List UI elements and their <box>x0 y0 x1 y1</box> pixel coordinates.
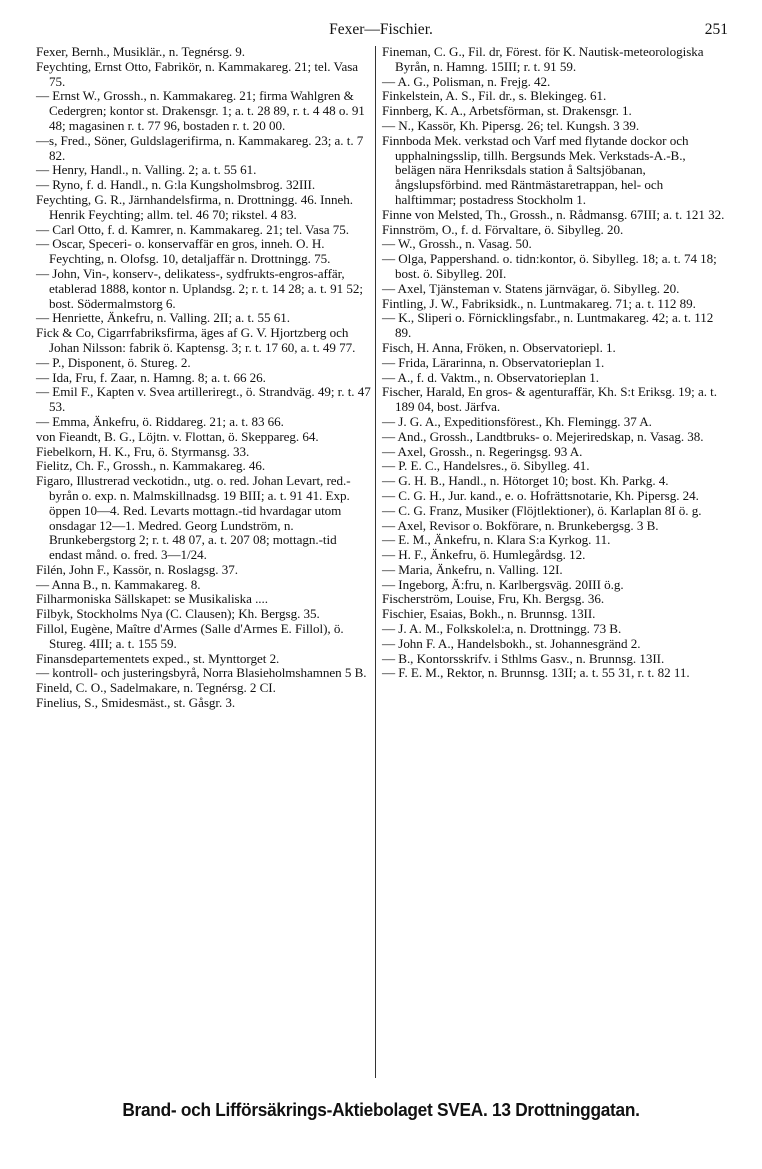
directory-entry: Finnström, O., f. d. Förvaltare, ö. Sibylleg. 20. <box>382 221 624 237</box>
directory-entry: — Ryno, f. d. Handl., n. G:la Kungsholmsbrog. 32III. <box>36 177 316 193</box>
directory-entry: Fischerström, Louise, Fru, Kh. Bergsg. 36. <box>382 591 605 607</box>
directory-entry: Finnboda Mek. verkstad och Varf med flytande dockor och upphalningsslip, tillh. Bergsunds Mek. Verkstads-A.-B., belägen nära Henriksdals station å Saltsjöbanan, ångslupsförbind. med Räntmästaretrappan, hel- och halftimmar; postadress Stockholm 1. <box>382 132 689 207</box>
page-header <box>36 21 726 39</box>
directory-entry: — Axel, Tjänsteman v. Statens järnvägar, ö. Sibylleg. 20. <box>382 280 680 296</box>
directory-entry: Fick & Co, Cigarrfabriksfirma, äges af G. V. Hjortzberg och Johan Nilsson: fabrik ö. Kaptensg. 3; r. t. 17 60, a. t. 49 77. <box>36 325 356 355</box>
directory-entry: — And., Grossh., Landtbruks- o. Mejeriredskap, n. Vasag. 38. <box>382 428 704 444</box>
directory-entry: Fineld, C. O., Sadelmakare, n. Tegnérsg. 2 CI. <box>36 680 276 696</box>
directory-entry: — W., Grossh., n. Vasag. 50. <box>382 236 532 252</box>
directory-entry: — P., Disponent, ö. Stureg. 2. <box>36 354 191 370</box>
directory-entry: Fexer, Bernh., Musiklär., n. Tegnérsg. 9. <box>36 44 246 59</box>
directory-entry: Finne von Melsted, Th., Grossh., n. Rådmansg. 67III; a. t. 121 32. <box>382 206 725 222</box>
directory-entry: — C. G. Franz, Musiker (Flöjtlektioner), ö. Karlaplan 8I ö. g. <box>382 502 702 518</box>
directory-entry: Fischer, Harald, En gros- & agenturaffär, Kh. S:t Eriksg. 19; a. t. 189 04, bost. Järfva. <box>382 384 717 415</box>
directory-entry: — Frida, Lärarinna, n. Observatorieplan 1. <box>382 354 605 370</box>
directory-entry: von Fieandt, B. G., Löjtn. v. Flottan, ö. Skeppareg. 64. <box>36 428 319 444</box>
directory-entry: Finelius, S., Smidesmäst., st. Gåsgr. 3. <box>36 695 236 711</box>
directory-entry: — Maria, Änkefru, n. Valling. 12I. <box>382 561 563 577</box>
directory-entry: — Henriette, Änkefru, n. Valling. 2II; a. t. 55 61. <box>36 310 290 326</box>
directory-entry: — Anna B., n. Kammakareg. 8. <box>36 576 201 592</box>
directory-entry: Fineman, C. G., Fil. dr, Förest. för K. Nautisk-meteorologiska Byrån, n. Hamng. 15III; r. t. 91 59. <box>382 44 704 74</box>
running-title: Fexer—Fischier. <box>329 21 433 38</box>
directory-entry: Finkelstein, A. S., Fil. dr., s. Blekingeg. 61. <box>382 88 607 104</box>
directory-entry: Fiebelkorn, H. K., Fru, ö. Styrmansg. 33. <box>36 443 250 459</box>
directory-entry: — Emma, Änkefru, ö. Riddareg. 21; a. t. 83 66. <box>36 413 284 429</box>
directory-entry: Feychting, Ernst Otto, Fabrikör, n. Kammakareg. 21; tel. Vasa 75. <box>36 58 359 89</box>
right-column <box>382 45 727 681</box>
directory-entry: — Carl Otto, f. d. Kamrer, n. Kammakareg. 21; tel. Vasa 75. <box>36 221 350 237</box>
directory-entry: —s, Fred., Söner, Guldslagerifirma, n. Kammakareg. 23; a. t. 7 82. <box>36 132 364 163</box>
directory-entry: — K., Sliperi o. Förnicklingsfabr., n. Luntmakareg. 42; a. t. 112 89. <box>382 310 714 341</box>
column-divider <box>375 46 376 1078</box>
directory-entry: — kontroll- och justeringsbyrå, Norra Blasieholmshamnen 5 B. <box>36 665 367 681</box>
directory-entry: Finansdepartementets exped., st. Mynttorget 2. <box>36 650 280 666</box>
directory-entry: — Oscar, Speceri- o. konservaffär en gros, inneh. O. H. Feychting, n. Olofsg. 10, detaljaffär n. Drottningg. 75. <box>36 236 331 267</box>
left-column <box>36 45 372 711</box>
directory-entry: — Henry, Handl., n. Valling. 2; a. t. 55 61. <box>36 162 257 178</box>
directory-entry: Fielitz, Ch. F., Grossh., n. Kammakareg. 46. <box>36 458 266 474</box>
directory-entry: Filbyk, Stockholms Nya (C. Clausen); Kh. Bergsg. 35. <box>36 606 320 622</box>
directory-entry: — John F. A., Handelsbokh., st. Johannesgränd 2. <box>382 635 641 651</box>
directory-entry: — H. F., Änkefru, ö. Humlegårdsg. 12. <box>382 547 586 563</box>
directory-entry: — J. G. A., Expeditionsförest., Kh. Flemingg. 37 A. <box>382 413 652 429</box>
directory-entry: Fisch, H. Anna, Fröken, n. Observatoriepl. 1. <box>382 339 616 355</box>
directory-entry: Finnberg, K. A., Arbetsförman, st. Drakensgr. 1. <box>382 103 632 119</box>
directory-entry: Filén, John F., Kassör, n. Roslagsg. 37. <box>36 561 238 577</box>
directory-entry: — P. E. C., Handelsres., ö. Sibylleg. 41. <box>382 458 590 474</box>
directory-entry: — Ernst W., Grossh., n. Kammakareg. 21; firma Wahlgren & Cedergren; kontor st. Drakensgr. 1; a. t. 28 89, r. t. 4 48 o. 91 48; magasinen r. t. 77 96, bostaden r. t. 20 00. <box>36 88 365 133</box>
page-number: 251 <box>704 21 728 38</box>
directory-entry: Fischier, Esaias, Bokh., n. Brunnsg. 13II. <box>382 606 596 622</box>
directory-entry: Figaro, Illustrerad veckotidn., utg. o. red. Johan Levart, red.-byrån o. exp. n. Malmskillnadsg. 19 BIII; a. t. 91 41. Exp. öppen 10—4. Red. Levarts mottagn.-tid hvardagar utom onsdagar 12—1. Medred. Georg Lundström, n. Brunkebergstorg 2; r. t. 48 07, a. t. 207 08; mottagn.-tid endast månd. o. fred. 3—1/24. <box>36 473 351 563</box>
directory-entry: — Axel, Revisor o. Bokförare, n. Brunkebergsg. 3 B. <box>382 517 659 533</box>
directory-entry: — John, Vin-, konserv-, delikatess-, sydfrukts-engros-affär, etablerad 1888, kontor n. Uplandsg. 2; r. t. 14 28; a. t. 91 52; bost. Södermalmstorg 6. <box>36 265 363 311</box>
directory-entry: — B., Kontorsskrifv. i Sthlms Gasv., n. Brunnsg. 13II. <box>382 650 665 666</box>
directory-entry: — Ingeborg, Ä:fru, n. Karlbergsväg. 20III ö.g. <box>382 576 624 592</box>
footer-advertisement: Brand- och Lifförsäkrings-Aktiebolaget SVEA. 13 Drottninggatan. <box>122 1099 640 1120</box>
directory-entry: — Emil F., Kapten v. Svea artilleriregt., ö. Strandväg. 49; r. t. 47 53. <box>36 384 371 415</box>
directory-entry: — Ida, Fru, f. Zaar, n. Hamng. 8; a. t. 66 26. <box>36 369 266 385</box>
directory-entry: — C. G. H., Jur. kand., e. o. Hofrättsnotarie, Kh. Pipersg. 24. <box>382 487 699 503</box>
directory-entry: — Axel, Grossh., n. Regeringsg. 93 A. <box>382 443 583 459</box>
directory-entry: — F. E. M., Rektor, n. Brunnsg. 13II; a. t. 55 31, r. t. 82 11. <box>382 665 690 681</box>
directory-entry: Filharmoniska Sällskapet: se Musikaliska .... <box>36 591 268 607</box>
directory-entry: — J. A. M., Folkskolel:a, n. Drottningg. 73 B. <box>382 621 622 637</box>
directory-entry: — E. M., Änkefru, n. Klara S:a Kyrkog. 11. <box>382 532 611 548</box>
directory-entry: — Olga, Pappershand. o. tidn:kontor, ö. Sibylleg. 18; a. t. 74 18; bost. ö. Sibylleg. 20I. <box>382 251 717 281</box>
directory-entry: — N., Kassör, Kh. Pipersg. 26; tel. Kungsh. 3 39. <box>382 117 640 133</box>
directory-entry: — A. G., Polisman, n. Frejg. 42. <box>382 73 551 89</box>
directory-entry: Fintling, J. W., Fabriksidk., n. Luntmakareg. 71; a. t. 112 89. <box>382 295 696 311</box>
directory-entry: Fillol, Eugène, Maître d'Armes (Salle d'Armes E. Fillol), ö. Stureg. 4III; a. t. 155 59. <box>36 621 344 651</box>
directory-entry: — G. H. B., Handl., n. Hötorget 10; bost. Kh. Parkg. 4. <box>382 473 669 489</box>
directory-entry: Feychting, G. R., Järnhandelsfirma, n. Drottningg. 46. Inneh. Henrik Feychting; allm. tel. 46 70; rikstel. 4 83. <box>36 191 353 222</box>
directory-entry: — A., f. d. Vaktm., n. Observatorieplan 1. <box>382 369 599 385</box>
